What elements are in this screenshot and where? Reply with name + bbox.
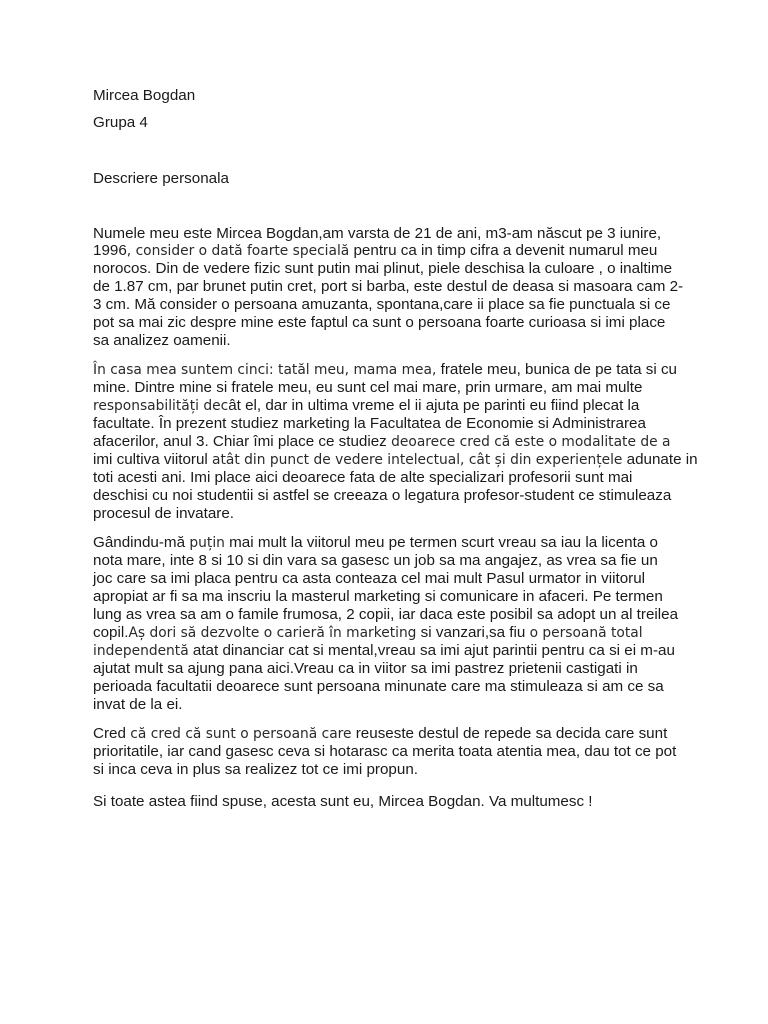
text-line: responsabilități decât el, dar in ultima vreme el ii ajuta pe parinti eu fiind plecat la [93, 397, 640, 414]
text-line: 1996, consider o dată foarte specială pentru ca in timp cifra a devenit numarul meu [93, 242, 658, 259]
text-line: 3 cm. Mă consider o persoana amuzanta, spontana,care ii place sa fie punctuala si ce [93, 296, 671, 313]
text-line: nota mare, inte 8 si 10 si din vara sa gasesc un job sa ma angajez, as vrea sa fie un [93, 552, 658, 569]
text-line: lung as vrea sa am o famile frumosa, 2 copii, iar daca este posibil sa adopt un al treilea [93, 606, 679, 623]
text-line: imi cultiva viitorul atât din punct de vedere intelectual, cât și din experiențele adunate in [93, 451, 698, 468]
text-line: perioada facultatii deoarece sunt persoana minunate care ma stimuleaza si am ce sa [93, 678, 664, 695]
text-line: deschisi cu noi studentii si astfel se creeaza o legatura profesor-student ce stimuleaza [93, 487, 672, 504]
text-line: norocos. Din de vedere fizic sunt putin mai plinut, piele deschisa la culoare , o inaltime [93, 260, 673, 277]
text-line: joc care sa imi placa pentru ca asta conteaza cel mai mult Pasul urmator in viitorul [93, 570, 646, 587]
text-line: pot sa mai zic despre mine este faptul ca sunt o persoana foarte curioasa si imi place [93, 314, 666, 331]
text-line: si inca ceva in plus sa realizez tot ce imi propun. [93, 761, 418, 778]
text-line: prioritatile, iar cand gasesc ceva si hotarasc ca merita toata atentia mea, dau tot ce pot [93, 743, 677, 760]
text-line: procesul de invatare. [93, 505, 234, 522]
text-line: În casa mea suntem cinci: tatăl meu, mama mea, fratele meu, bunica de pe tata si cu [93, 361, 678, 378]
text-line: mine. Dintre mine si fratele meu, eu sunt cel mai mare, prin urmare, am mai multe [93, 379, 643, 396]
text-line: sa analizez oamenii. [93, 332, 231, 349]
closing-line: Si toate astea fiind spuse, acesta sunt eu, Mircea Bogdan. Va multumesc ! [93, 793, 593, 810]
group-label: Grupa 4 [93, 114, 148, 131]
text-line: invat de la ei. [93, 696, 183, 713]
text-line: Cred că cred că sunt o persoană care reuseste destul de repede sa decida care sunt [93, 725, 668, 742]
text-line: apropiat ar fi sa ma inscriu la masterul marketing si comunicare in afaceri. Pe termen [93, 588, 663, 605]
text-line: independentă atat dinanciar cat si mental,vreau sa imi ajut parintii pentru ca si ei m-au [93, 642, 675, 659]
text-line: afacerilor, anul 3. Chiar îmi place ce studiez deoarece cred că este o modalitate de a [93, 433, 671, 450]
text-line: de 1.87 cm, par brunet putin cret, port si barba, este destul de deasa si masoara cam 2- [93, 278, 684, 295]
text-line: facultate. În prezent studiez marketing la Facultatea de Economie si Administrarea [93, 415, 646, 432]
text-line: ajutat mult sa ajung pana aici.Vreau ca in viitor sa imi pastrez prietenii castigati in [93, 660, 638, 677]
text-line: Gândindu-mă puțin mai mult la viitorul meu pe termen scurt vreau sa iau la licenta o [93, 534, 658, 551]
text-line: copil.Aș dori să dezvolte o carieră în marketing si vanzari,sa fiu o persoană total [93, 624, 643, 641]
document-title: Descriere personala [93, 170, 229, 187]
text-line: Numele meu este Mircea Bogdan,am varsta de 21 de ani, m3-am născut pe 3 iunire, [93, 225, 662, 242]
text-line: toti acesti ani. Imi place aici deoarece fata de alte specializari profesorii sunt mai [93, 469, 633, 486]
author-name: Mircea Bogdan [93, 87, 196, 104]
